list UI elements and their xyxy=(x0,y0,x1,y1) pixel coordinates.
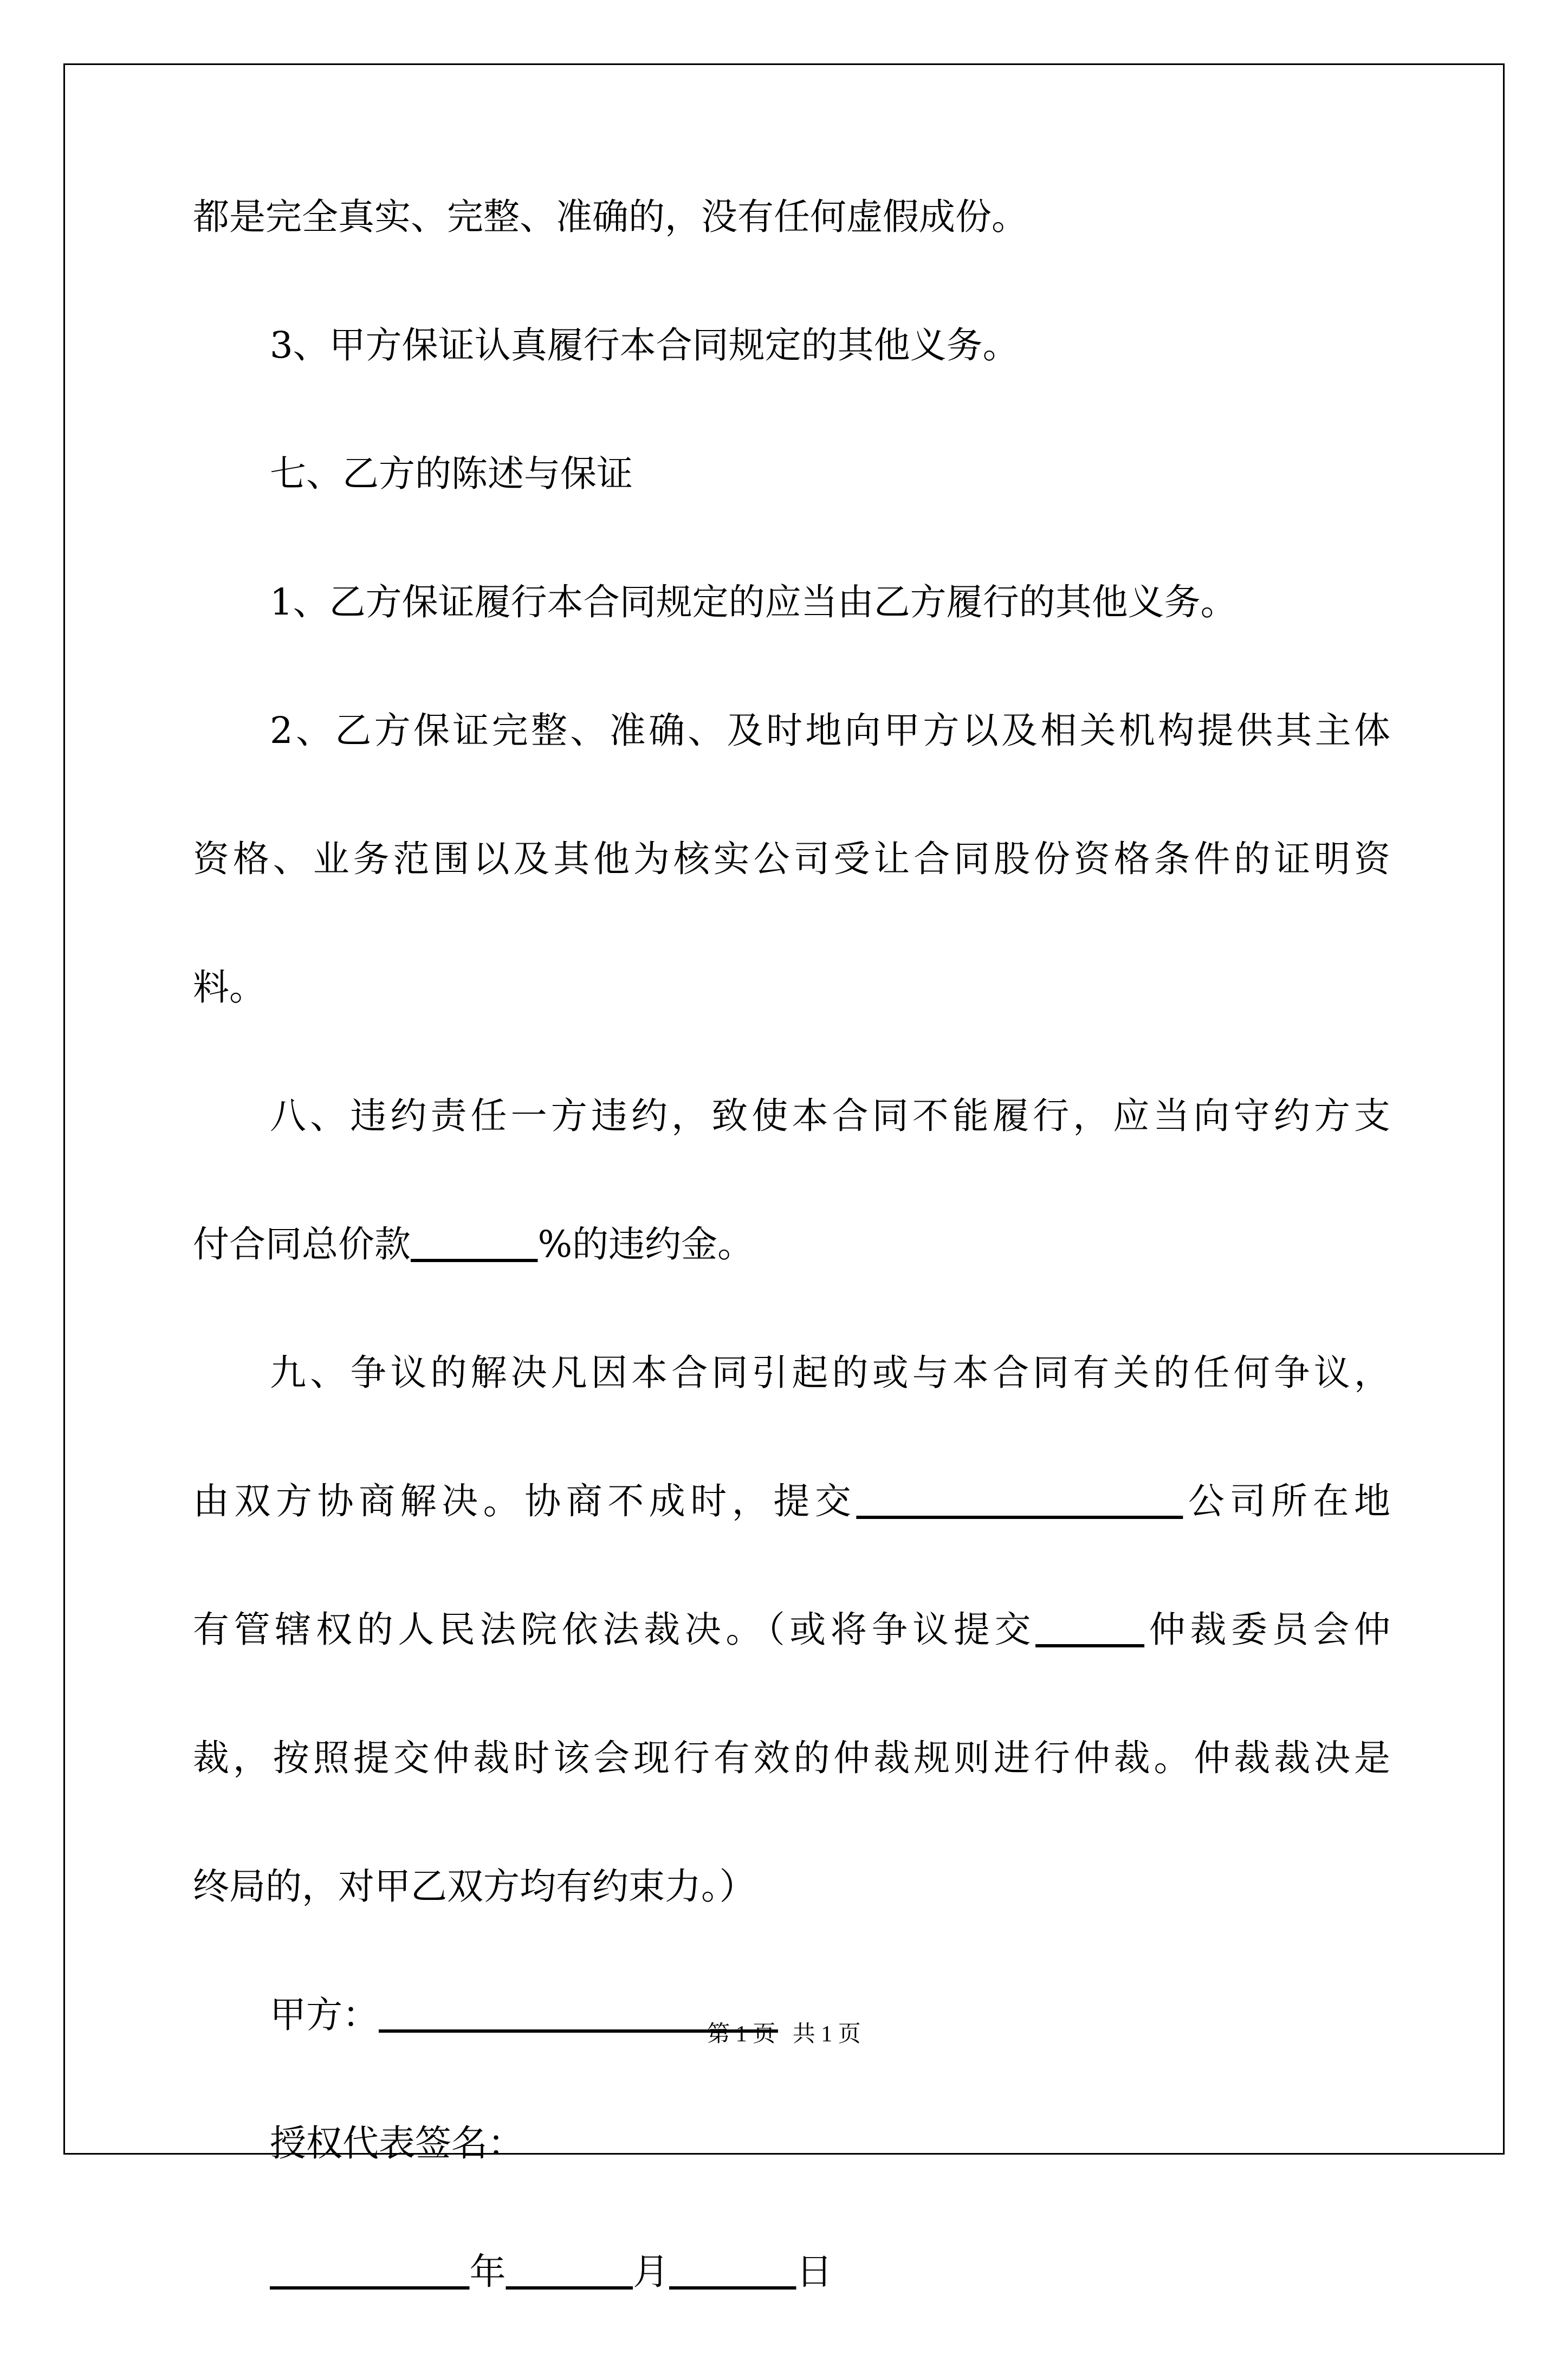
paragraph-line: 年 月 日 xyxy=(193,2245,1390,2373)
fill-in-blank xyxy=(411,1223,538,1265)
paragraph xyxy=(193,1346,1390,1988)
paragraph xyxy=(193,190,1390,318)
fill-in-blank xyxy=(270,2251,470,2293)
fill-in-blank xyxy=(1035,1608,1144,1651)
paragraph-line: 1、乙方保证履行本合同规定的应当由乙方履行的其他义务。 xyxy=(270,581,1237,623)
paragraph xyxy=(193,575,1390,703)
paragraph xyxy=(193,447,1390,575)
paragraph-line: 由双方协商解决。协商不成时，提交 公司所在地 xyxy=(193,1480,1391,1522)
paragraph-line: 资格、业务范围以及其他为核实公司受让合同股份资格条件的证明资 xyxy=(193,838,1390,880)
paragraph xyxy=(193,318,1390,447)
paragraph-line: 授权代表签名： xyxy=(270,2122,524,2164)
paragraph-line: 八、违约责任一方违约，致使本合同不能履行，应当向守约方支 xyxy=(270,1095,1390,1137)
paragraph xyxy=(193,2116,1390,2245)
page-footer xyxy=(0,2016,1568,2048)
page-number: 第 1 页 共 1 页 xyxy=(707,2022,861,2047)
fill-in-blank xyxy=(669,2251,796,2293)
paragraph-line: 甲方： xyxy=(193,1988,1390,2116)
paragraph-line: 2、乙方保证完整、准确、及时地向甲方以及相关机构提供其主体 xyxy=(270,709,1390,752)
paragraph xyxy=(193,703,1390,1089)
paragraph xyxy=(193,1089,1390,1346)
paragraph-line: 料。 xyxy=(193,966,265,1008)
paragraph-line: 有管辖权的人民法院依法裁决。（或将争议提交 仲裁委员会仲 xyxy=(193,1608,1390,1651)
paragraph-line: 裁，按照提交仲裁时该会现行有效的仲裁规则进行仲裁。仲裁裁决是 xyxy=(193,1737,1390,1779)
fill-in-blank xyxy=(506,2251,633,2293)
paragraph-line: 都是完全真实、完整、准确的，没有任何虚假成份。 xyxy=(193,196,1028,238)
paragraph-line: 九、争议的解决凡因本合同引起的或与本合同有关的任何争议， xyxy=(270,1352,1390,1394)
paragraph xyxy=(193,2245,1390,2373)
paragraph-line: 七、乙方的陈述与保证 xyxy=(270,452,633,495)
paragraph xyxy=(193,1988,1390,2116)
fill-in-blank xyxy=(856,1480,1183,1522)
paragraph-line: 付合同总价款 %的违约金。 xyxy=(193,1223,754,1265)
paragraph-line: 终局的，对甲乙双方均有约束力。） xyxy=(193,1865,756,1908)
paragraph-line: 3、甲方保证认真履行本合同规定的其他义务。 xyxy=(270,324,1019,366)
